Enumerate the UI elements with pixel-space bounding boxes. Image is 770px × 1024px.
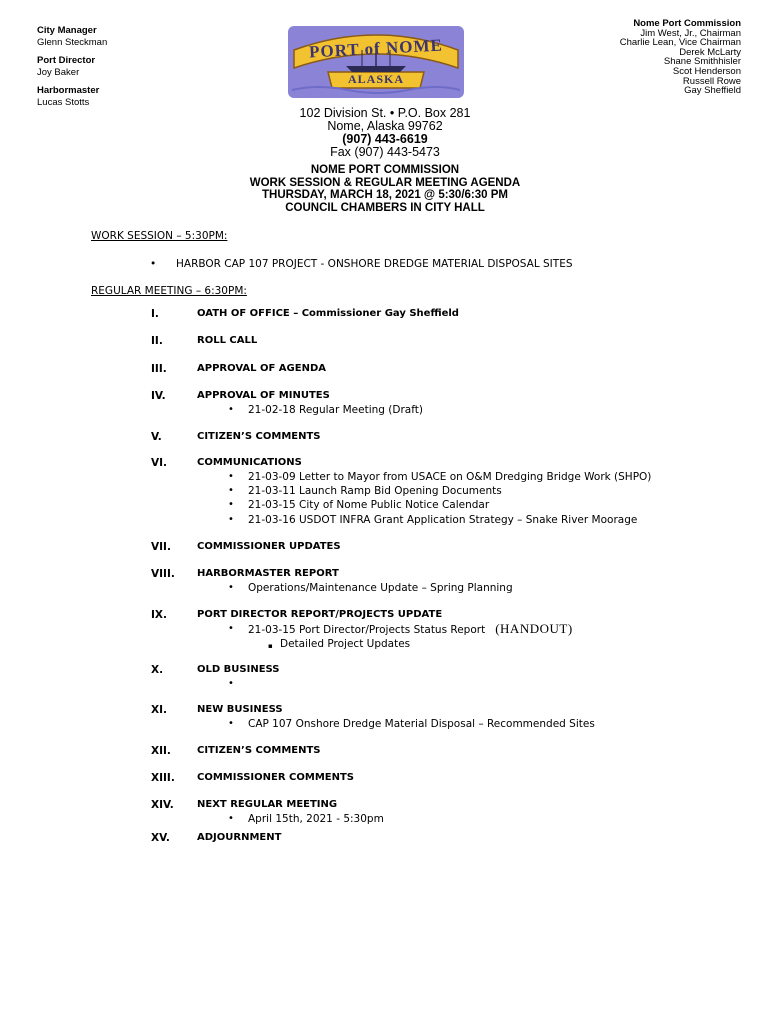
- item-number: VII.: [151, 541, 171, 553]
- item-label: APPROVAL OF AGENDA: [197, 363, 326, 374]
- item-label: HARBORMASTER REPORT: [197, 568, 339, 579]
- commission-title: Nome Port Commission: [633, 18, 741, 29]
- staff-list: [37, 25, 107, 108]
- member: Scot Henderson: [672, 65, 741, 77]
- bullet: •: [228, 718, 234, 729]
- bullet: •: [228, 623, 234, 634]
- bullet: •: [228, 404, 234, 415]
- phone: (907) 443-6619: [342, 132, 428, 146]
- member: Russell Rowe: [682, 75, 741, 87]
- item-number: XIV.: [151, 799, 174, 811]
- harbormaster-role: Harbormaster: [37, 85, 100, 96]
- item-number: XII.: [151, 745, 171, 757]
- bullet: •: [228, 678, 234, 689]
- member: Derek McLarty: [679, 46, 741, 58]
- square-bullet: ▪: [268, 642, 273, 650]
- bullet: •: [228, 582, 234, 593]
- member: Jim West, Jr., Chairman: [640, 27, 741, 39]
- member: Gay Sheffield: [684, 85, 741, 97]
- harbormaster-name: Lucas Stotts: [37, 96, 90, 108]
- port-director-name: Joy Baker: [37, 66, 80, 78]
- bullet: •: [228, 514, 234, 525]
- item-label: OATH OF OFFICE – Commissioner Gay Sheffield: [197, 308, 459, 319]
- handout-note: (HANDOUT): [495, 621, 573, 636]
- address-line1: 102 Division St. • P.O. Box 281: [299, 106, 471, 120]
- bullet: •: [228, 499, 234, 510]
- item-label: COMMISSIONER UPDATES: [197, 541, 341, 552]
- item-number: I.: [151, 308, 159, 320]
- sub-item: 21-02-18 Regular Meeting (Draft): [248, 404, 423, 416]
- regular-meeting-heading: REGULAR MEETING – 6:30PM:: [91, 285, 247, 297]
- sub-item: [248, 622, 573, 637]
- port-of-nome-logo: [288, 26, 464, 98]
- item-label: NEW BUSINESS: [197, 704, 283, 715]
- item-label: CITIZEN’S COMMENTS: [197, 745, 321, 756]
- item-number: X.: [151, 664, 164, 676]
- port-director-role: Port Director: [37, 55, 96, 66]
- sub-item: 21-03-15 City of Nome Public Notice Calendar: [248, 499, 490, 511]
- fax: Fax (907) 443-5473: [330, 145, 440, 159]
- item-label: OLD BUSINESS: [197, 664, 280, 675]
- item-number: II.: [151, 335, 163, 347]
- agenda-title: [0, 164, 770, 214]
- item-number: III.: [151, 363, 167, 375]
- bullet: •: [150, 258, 157, 270]
- item-number: IX.: [151, 609, 167, 621]
- title-line4: COUNCIL CHAMBERS IN CITY HALL: [285, 201, 485, 214]
- item-label: PORT DIRECTOR REPORT/PROJECTS UPDATE: [197, 609, 443, 620]
- item-label: CITIZEN’S COMMENTS: [197, 431, 321, 442]
- logo-bottom-text: ALASKA: [347, 72, 404, 86]
- item-number: XV.: [151, 832, 170, 844]
- item-label: COMMISSIONER COMMENTS: [197, 772, 354, 783]
- city-manager-name: Glenn Steckman: [37, 36, 108, 48]
- item-label: ROLL CALL: [197, 335, 258, 346]
- work-session-heading: WORK SESSION – 5:30PM:: [91, 230, 228, 242]
- bullet: •: [228, 813, 234, 824]
- commission-members: [620, 19, 741, 96]
- sub-item: 21-03-09 Letter to Mayor from USACE on O&M Dredging Bridge Work (SHPO): [248, 471, 652, 483]
- bullet: •: [228, 485, 234, 496]
- sub-item: 21-03-11 Launch Ramp Bid Opening Documents: [248, 485, 502, 497]
- address-block: [0, 107, 770, 159]
- sub-item: Operations/Maintenance Update – Spring Planning: [248, 582, 513, 594]
- member: Charlie Lean, Vice Chairman: [619, 37, 741, 49]
- title-line1: NOME PORT COMMISSION: [310, 164, 460, 176]
- item-number: VIII.: [151, 568, 175, 580]
- item-number: VI.: [151, 457, 168, 469]
- sub-item-text: 21-03-15 Port Director/Projects Status Report: [248, 624, 486, 636]
- sub-item: CAP 107 Onshore Dredge Material Disposal – Recommended Sites: [248, 718, 595, 730]
- logo-top-text: PORT of NOME: [308, 35, 444, 62]
- sub-item: 21-03-16 USDOT INFRA Grant Application Strategy – Snake River Moorage: [248, 514, 638, 526]
- sub-item: April 15th, 2021 - 5:30pm: [248, 813, 384, 825]
- item-label: ADJOURNMENT: [197, 832, 282, 843]
- item-label: COMMUNICATIONS: [197, 457, 302, 468]
- item-label: APPROVAL OF MINUTES: [197, 390, 330, 401]
- bullet: •: [228, 471, 234, 482]
- work-session-item: HARBOR CAP 107 PROJECT - ONSHORE DREDGE MATERIAL DISPOSAL SITES: [176, 258, 573, 270]
- member: Shane Smithhisler: [663, 56, 741, 68]
- title-line2: WORK SESSION & REGULAR MEETING AGENDA: [249, 176, 521, 189]
- item-number: V.: [151, 431, 162, 443]
- item-number: IV.: [151, 390, 166, 402]
- item-label: NEXT REGULAR MEETING: [197, 799, 338, 810]
- item-number: XIII.: [151, 772, 175, 784]
- title-line3: THURSDAY, MARCH 18, 2021 @ 5:30/6:30 PM: [262, 189, 508, 201]
- item-number: XI.: [151, 704, 167, 716]
- sub-sub-item: Detailed Project Updates: [280, 638, 411, 650]
- address-line2: Nome, Alaska 99762: [327, 119, 443, 133]
- city-manager-role: City Manager: [37, 25, 97, 36]
